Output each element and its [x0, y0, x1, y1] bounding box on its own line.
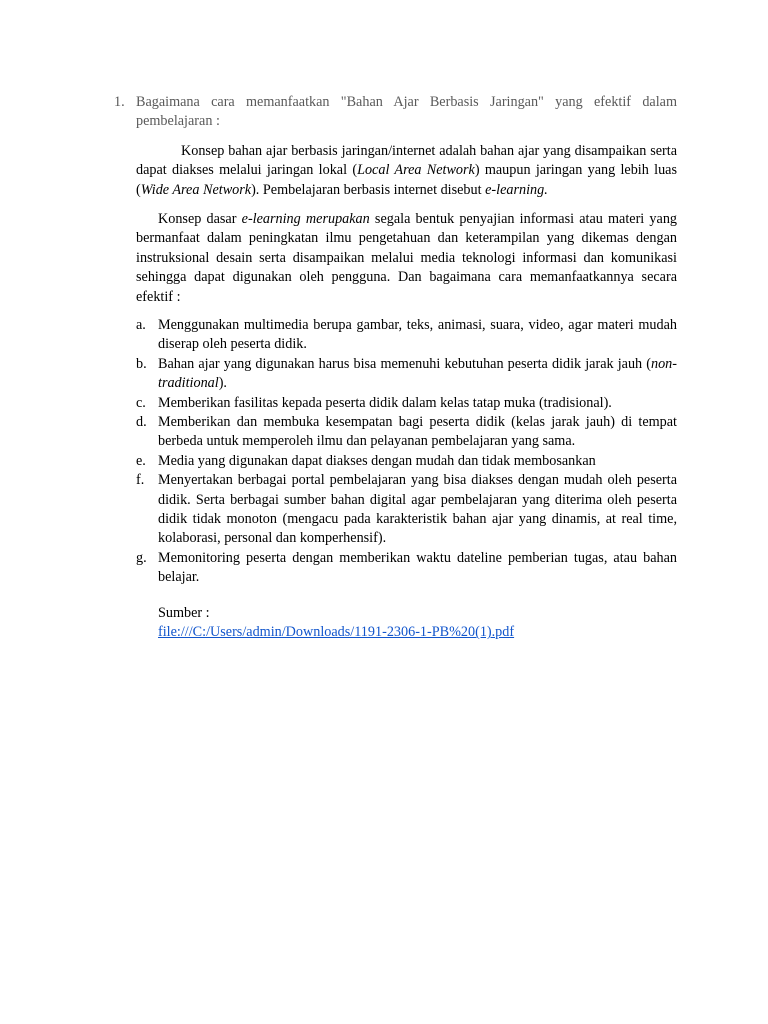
list-item-text: Memberikan fasilitas kepada peserta didik dalam kelas tatap muka (tradisional). [158, 394, 612, 411]
list-marker: b. [136, 355, 147, 372]
list-item [136, 394, 677, 413]
question-number: 1. [114, 94, 125, 110]
p1-elearning-term: e-learning. [485, 181, 548, 198]
list-item-italic: non-traditional [158, 355, 677, 392]
list-item [136, 413, 677, 452]
paragraph-concept [136, 142, 677, 200]
list-item-text: Media yang digunakan dapat diakses dengan mudah dan tidak membosankan [158, 452, 596, 469]
question-text: Bagaimana cara memanfaatkan "Bahan Ajar Berbasis Jaringan" yang efektif dalam pembelajaran : [136, 94, 677, 130]
source-label: Sumber : [158, 605, 210, 621]
list-marker: e. [136, 452, 146, 469]
effective-use-list [136, 316, 677, 588]
list-item [136, 549, 677, 588]
list-item [136, 355, 677, 394]
source-block [158, 604, 514, 643]
p2-text-a: Konsep dasar [158, 211, 242, 227]
list-item-text: Menggunakan multimedia berupa gambar, teks, animasi, suara, video, agar materi mudah diserap oleh peserta didik. [158, 317, 677, 353]
p1-text-e: ). Pembelajaran berbasis internet disebut [251, 181, 486, 198]
list-item-text: Memonitoring peserta dengan memberikan waktu dateline pemberian tugas, atau bahan belajar. [158, 549, 677, 586]
list-item-tail: ). [218, 375, 227, 392]
list-marker: a. [136, 317, 146, 333]
list-item-text: Memberikan dan membuka kesempatan bagi peserta didik (kelas jarak jauh) di tempat berbeda untuk memperoleh ilmu dan pelayanan pembelajaran yang sama. [158, 414, 677, 450]
paragraph-basic-concept [136, 210, 677, 307]
list-marker: d. [136, 414, 147, 431]
list-item [136, 316, 677, 355]
source-link[interactable]: file:///C:/Users/admin/Downloads/1191-2306-1-PB%20(1).pdf [158, 624, 515, 641]
p1-text-c: ) maupun jaringan yang lebih luas ( [136, 162, 677, 198]
list-item [136, 452, 677, 471]
list-item-text: Menyertakan berbagai portal pembelajaran yang bisa diakses dengan mudah oleh peserta didik. Serta berbagai sumber bahan digital agar pembelajaran yang diterima oleh peserta didik tidak monoton (mengacu pada karakteristik bahan ajar yang dinamis, at real time, kolaborasi, personal dan komperhensif). [158, 472, 677, 547]
list-marker: g. [136, 549, 147, 566]
p2-text-c: segala bentuk penyajian informasi atau materi yang bermanfaat dalam peningkatan ilmu pengetahuan dan keterampilan yang dikemas dengan instruksional desain serta disampaikan melalui media teknologi informasi dan komunikasi sehingga dapat digunakan oleh pengguna. Dan bagaimana cara memanfaatkannya secara efektif : [136, 211, 678, 305]
p1-wan-term: Wide Area Network [140, 181, 252, 198]
list-marker: c. [136, 394, 146, 411]
list-item [136, 471, 677, 549]
p2-elearning-term: e-learning merupakan [241, 211, 370, 227]
p1-lan-term: Local Area Network [357, 162, 475, 179]
list-marker: f. [136, 472, 145, 489]
list-item-text: Bahan ajar yang digunakan harus bisa memenuhi kebutuhan peserta didik jarak jauh ( [158, 355, 651, 372]
p1-text-a: Konsep bahan ajar berbasis jaringan/internet adalah bahan ajar yang disampaikan serta dapat diakses melalui jaringan lokal ( [136, 143, 677, 179]
